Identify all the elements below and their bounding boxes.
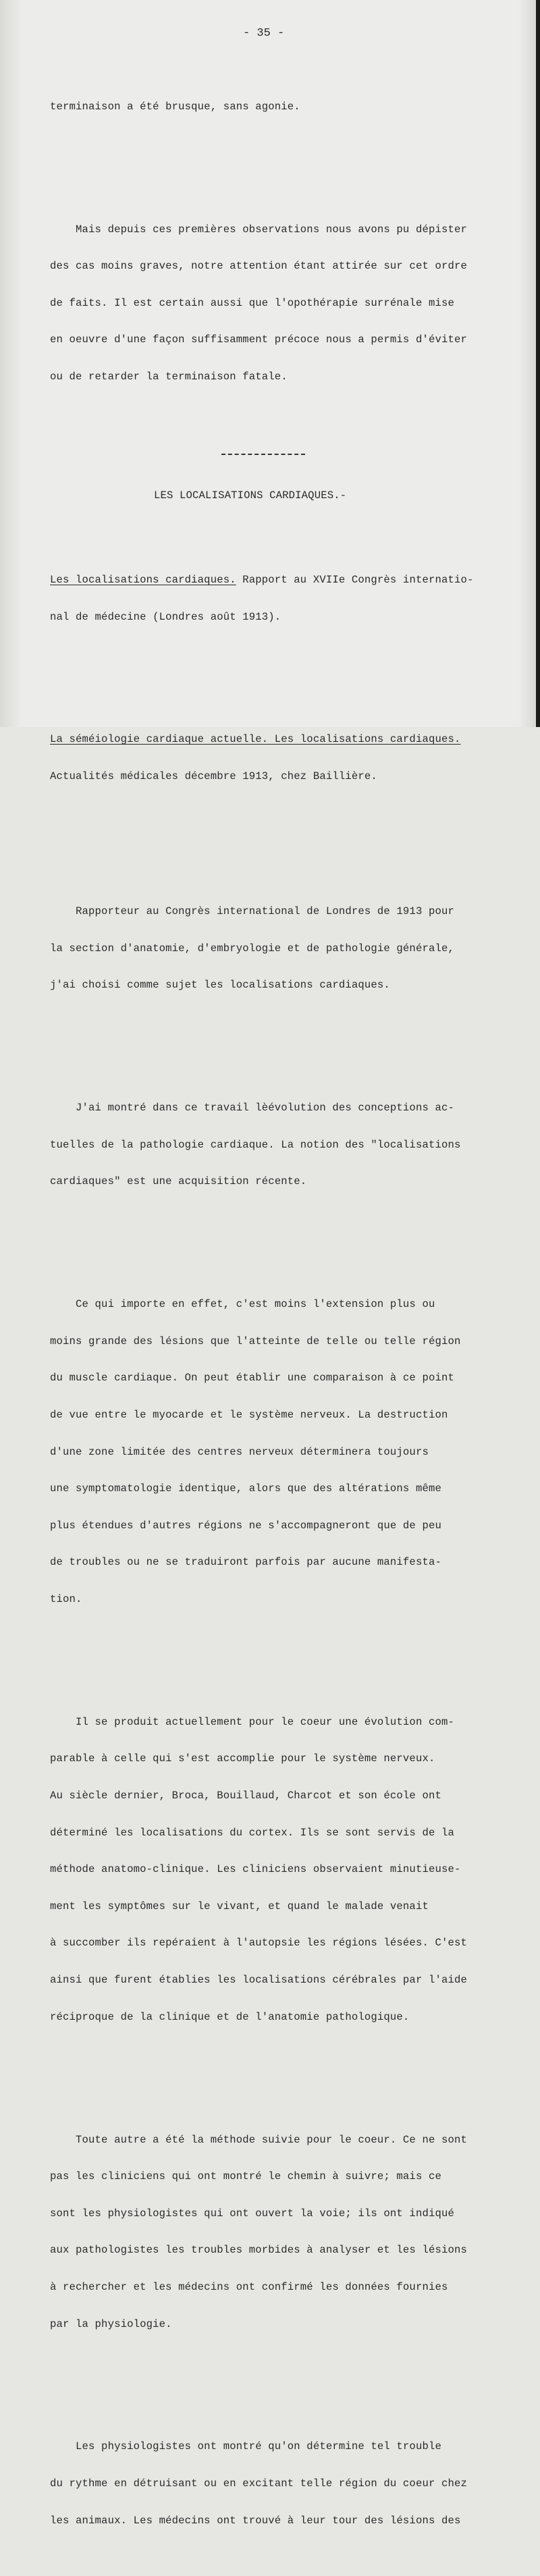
- paragraph: [50, 1077, 522, 1212]
- text-line: de troubles ou ne se traduiront parfois par aucune manifesta-: [50, 1556, 441, 1569]
- text-line: réciproque de la clinique et de l'anatomie pathologique.: [50, 2010, 410, 2023]
- text-line: à rechercher et les médecins ont confirmé les données fournies: [50, 2280, 448, 2293]
- text-line: moins grande des lésions que l'atteinte de telle ou telle région: [50, 1335, 461, 1347]
- page-number: - 35 -: [243, 27, 285, 40]
- text-line: Il se produit actuellement pour le coeur une évolution com-: [50, 1715, 454, 1728]
- text-line: du muscle cardiaque. On peut établir une comparaison à ce point: [50, 1372, 454, 1385]
- paragraph: [50, 2109, 522, 2355]
- text-line: terminaison a été brusque, sans agonie.: [50, 100, 300, 113]
- paragraph: [50, 76, 522, 137]
- text-line: plus étendues d'autres régions ne s'accompagneront que de peu: [50, 1519, 441, 1532]
- text-line: du rythme en détruisant ou en excitant telle région du coeur chez: [50, 2477, 468, 2490]
- text-line: Rapporteur au Congrès international de Londres de 1913 pour: [50, 905, 454, 917]
- text-line: Les physiologistes ont montré qu'on détermine tel trouble: [50, 2440, 441, 2453]
- text-line: Ce qui importe en effet, c'est moins l'extension plus ou: [50, 1298, 435, 1311]
- text-line: ainsi que furent établies les localisations cérébrales par l'aide: [50, 1974, 468, 1987]
- paragraph: [50, 1274, 522, 1630]
- text-line: Au siècle dernier, Broca, Bouillaud, Charcot et son école ont: [50, 1790, 441, 1802]
- text-line: de vue entre le myocarde et le système nerveux. La destruction: [50, 1408, 448, 1421]
- reference: [50, 709, 522, 807]
- document-text: [50, 51, 522, 2576]
- section-heading: LES LOCALISATIONS CARDIAQUES.-: [154, 489, 347, 502]
- reference-detail: Actualités médicales décembre 1913, chez Baillière.: [50, 770, 377, 782]
- text-line: méthode anatomo-clinique. Les cliniciens observaient minutieuse-: [50, 1863, 461, 1876]
- text-line: d'une zone limitée des centres nerveux déterminera toujours: [50, 1445, 429, 1458]
- text-line: ment les symptômes sur le vivant, et quand le malade venait: [50, 1900, 429, 1912]
- section-separator: [221, 454, 305, 455]
- text-line: en oeuvre d'une façon suffisamment précoce nous a permis d'éviter: [50, 333, 468, 346]
- text-line: J'ai montré dans ce travail lèévolution des conceptions ac-: [50, 1102, 454, 1115]
- paragraph: [50, 1691, 522, 2047]
- text-line: tion.: [50, 1592, 82, 1605]
- paragraph: [50, 198, 522, 407]
- text-line: les animaux. Les médecins ont trouvé à leur tour des lésions des: [50, 2514, 461, 2527]
- reference-title: La séméiologie cardiaque actuelle. Les localisations cardiaques.: [50, 733, 461, 746]
- reference-detail: Rapport au XVIIe Congrès internatio-: [236, 573, 474, 586]
- text-line: parable à celle qui s'est accomplie pour le système nerveux.: [50, 1752, 435, 1765]
- reference-title: Les localisations cardiaques.: [50, 573, 236, 586]
- text-line: Toute autre a été la méthode suivie pour le coeur. Ce ne sont: [50, 2133, 468, 2146]
- text-line: à succomber ils repéraient à l'autopsie les régions lésées. C'est: [50, 1937, 468, 1950]
- text-line: sont les physiologistes qui ont ouvert la voie; ils ont indiqué: [50, 2207, 454, 2220]
- reference-detail: nal de médecine (Londres août 1913).: [50, 610, 281, 623]
- paragraph: [50, 881, 522, 1016]
- text-line: ou de retarder la terminaison fatale.: [50, 371, 288, 383]
- text-line: j'ai choisi comme sujet les localisations cardiaques.: [50, 979, 390, 992]
- text-line: déterminé les localisations du cortex. Ils se sont servis de la: [50, 1826, 454, 1839]
- text-line: par la physiologie.: [50, 2317, 172, 2330]
- text-line: aux pathologistes les troubles morbides à analyser et les lésions: [50, 2244, 468, 2257]
- text-line: Mais depuis ces premières observations nous avons pu dépister: [50, 223, 468, 236]
- paragraph: [50, 2416, 522, 2551]
- reference: [50, 549, 522, 648]
- text-line: cardiaques" est une acquisition récente.: [50, 1175, 307, 1188]
- scan-edge: [536, 0, 540, 727]
- text-line: des cas moins graves, notre attention étant attirée sur cet ordre: [50, 260, 468, 273]
- text-line: de faits. Il est certain aussi que l'opothérapie surrénale mise: [50, 296, 454, 309]
- text-line: pas les cliniciens qui ont montré le chemin à suivre; mais ce: [50, 2170, 441, 2183]
- text-line: une symptomatologie identique, alors que des altérations même: [50, 1482, 441, 1495]
- text-line: la section d'anatomie, d'embryologie et de pathologie générale,: [50, 942, 454, 955]
- text-line: tuelles de la pathologie cardiaque. La notion des "localisations: [50, 1138, 461, 1151]
